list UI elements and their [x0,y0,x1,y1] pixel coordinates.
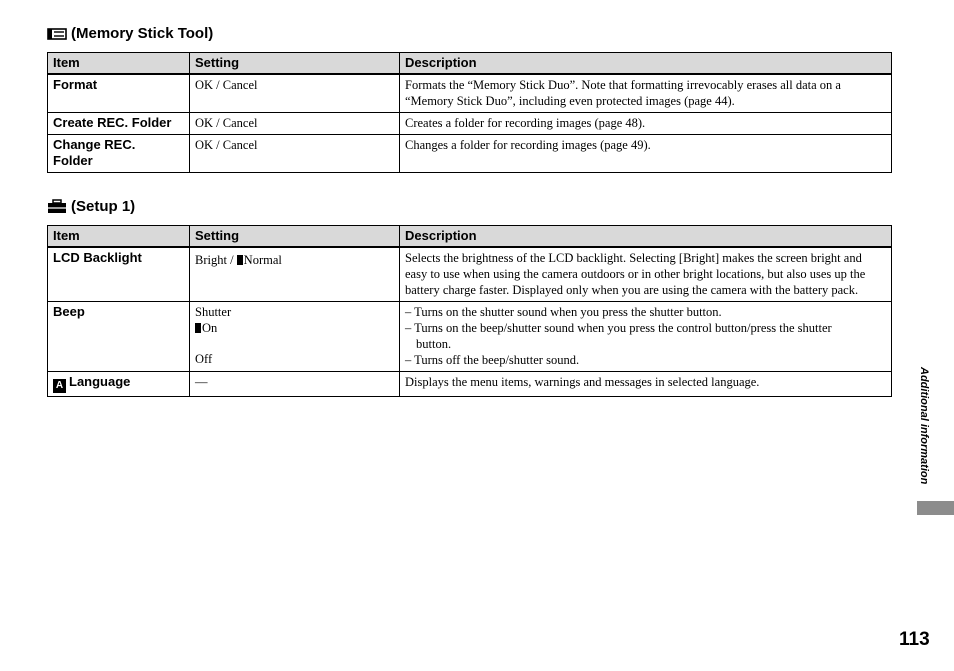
table-header-row [48,53,892,75]
setting-option: Shutter [195,305,232,319]
row-setting: OK / Cancel [190,135,400,173]
row-description [400,302,892,372]
side-section-tab [917,501,954,515]
table-row [48,135,892,173]
setting-option-default: Normal [243,253,282,267]
table-row [48,113,892,135]
memory-stick-tool-heading [47,25,213,42]
memory-stick-tool-icon [47,26,67,42]
column-header-item: Item [48,226,190,248]
memory-stick-tool-table [47,52,892,173]
table-row [48,372,892,397]
row-setting [190,302,400,372]
table-row [48,302,892,372]
default-setting-marker-icon [195,323,201,333]
column-header-item: Item [48,53,190,75]
row-setting [190,247,400,302]
setup-1-heading [47,198,135,215]
row-item: Format [48,74,190,113]
row-item: LCD Backlight [48,247,190,302]
setting-option: Bright / [195,253,237,267]
row-item [48,372,190,397]
description-line: – Turns off the beep/shutter sound. [405,353,580,367]
row-description: Changes a folder for recording images (page 49). [400,135,892,173]
page-number: 113 [899,629,930,650]
table-row [48,74,892,113]
row-description: Formats the “Memory Stick Duo”. Note that formatting irrevocably erases all data on a “Memory Stick Duo”, including even protected images (page 44). [400,74,892,113]
table-header-row [48,226,892,248]
setup-1-table [47,225,892,397]
row-item: Create REC. Folder [48,113,190,135]
row-description: Displays the menu items, warnings and messages in selected language. [400,372,892,397]
description-line: – Turns on the beep/shutter sound when you press the control button/press the shutter [405,321,832,335]
memory-stick-tool-title: (Memory Stick Tool) [71,25,214,42]
row-description: Selects the brightness of the LCD backlight. Selecting [Bright] makes the screen bright and easy to use when using the camera outdoors or in other bright locations, but also uses up the battery charge faster. Displayed only when you are using the camera with the battery pack. [400,247,892,302]
setting-option-default: On [202,321,218,335]
side-section-label: Additional information [918,367,930,485]
column-header-setting: Setting [190,53,400,75]
column-header-description: Description [400,53,892,75]
setup-1-title: (Setup 1) [71,198,136,215]
row-setting: OK / Cancel [190,74,400,113]
row-setting: — [190,372,400,397]
setting-option-default-line [195,320,394,336]
column-header-setting: Setting [190,226,400,248]
row-description: Creates a folder for recording images (page 48). [400,113,892,135]
language-icon: A [53,379,66,393]
setting-option: Off [195,352,213,366]
column-header-description: Description [400,226,892,248]
setup-1-icon [47,199,67,215]
description-line: – Turns on the shutter sound when you press the shutter button. [405,305,722,319]
row-setting: OK / Cancel [190,113,400,135]
table-row [48,247,892,302]
row-item-label: Language [69,374,131,389]
row-item: Change REC. Folder [48,135,190,173]
default-setting-marker-icon [237,255,243,265]
row-item: Beep [48,302,190,372]
description-line: button. [416,337,452,351]
